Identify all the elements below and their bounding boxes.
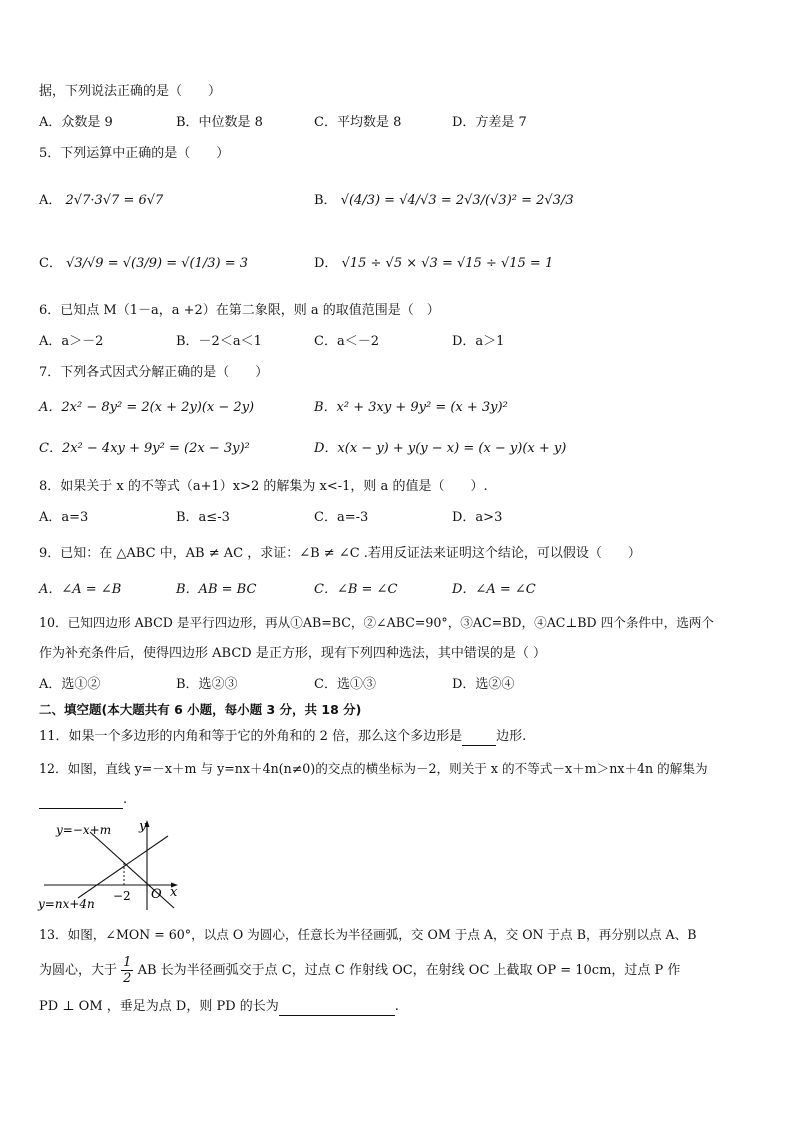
q5-option-a (39, 192, 163, 210)
q5-option-c (39, 255, 248, 273)
q11 (39, 728, 526, 746)
q5-label-b: B． (314, 193, 337, 208)
q6-stem: 6．已知点 M（1－a，a +2）在第二象限，则 a 的取值范围是（ ） (39, 303, 440, 318)
label-y: y (139, 819, 147, 834)
q13-line2-before: 为圆心，大于 (39, 963, 118, 978)
q8-option-d: D．a>3 (452, 510, 503, 525)
q7-option-b: B．x² + 3xy + 9y² = (x + 3y)² (314, 400, 508, 415)
q11-text-before: 11．如果一个多边形的内角和等于它的外角和的 2 倍，那么这个多边形是 (39, 729, 463, 744)
q10-line1: 10．已知四边形 ABCD 是平行四边形，再从①AB=BC，②∠ABC=90°，③AC=BD，④AC⊥BD 四个条件中，选两个 (39, 615, 714, 630)
q5-expr-b: √(4/3) = √4/√3 = 2√3/(√3)² = 2√3/3 (340, 193, 574, 208)
label-line-1: y=−x+m (56, 823, 112, 837)
q13-line3-before: PD ⊥ OM ，垂足为点 D，则 PD 的长为 (39, 999, 279, 1014)
q7-option-d: D．x(x − y) + y(y − x) = (x − y)(x + y) (314, 441, 567, 456)
q11-text-after: 边形. (496, 729, 527, 744)
q8-option-a: A．a=3 (39, 510, 89, 525)
q10-option-c: C．选①③ (314, 677, 376, 692)
q5-label-d: D． (314, 256, 338, 271)
q13-answer-blank[interactable] (279, 1001, 395, 1016)
q4-stem-tail: 据，下列说法正确的是（ ） (39, 84, 222, 99)
q9-option-b: B．AB = BC (176, 582, 257, 597)
q4-option-d: D．方差是 7 (452, 115, 527, 130)
q10-line2: 作为补充条件后，使得四边形 ABCD 是正方形，现有下列四种选法，其中错误的是（ ） (39, 646, 546, 661)
q10-option-a: A．选①② (39, 677, 101, 692)
q9-option-d: D．∠A = ∠C (452, 582, 536, 597)
q5-label-c: C． (39, 256, 62, 271)
q5-expr-d: √15 ÷ √5 × √3 = √15 ÷ √15 = 1 (341, 256, 554, 271)
q13-line3 (39, 998, 399, 1016)
q12-answer-blank[interactable] (39, 794, 123, 809)
section-2-heading: 二、填空题(本大题共有 6 小题，每小题 3 分，共 18 分) (39, 702, 362, 717)
q9-option-c: C．∠B = ∠C (314, 582, 398, 597)
q5-label-a: A． (39, 193, 62, 208)
q13-frac-num: 1 (123, 955, 132, 970)
q4-option-a: A．众数是 9 (39, 115, 113, 130)
label-line-2: y=nx+4n (38, 897, 95, 911)
q13-line3-after: . (394, 999, 399, 1014)
label-x: x (170, 885, 178, 900)
q13-line1: 13．如图，∠MON = 60°，以点 O 为圆心，任意长为半径画弧，交 OM 于点 A，交 ON 于点 B，再分别以点 A、B (39, 927, 697, 942)
q6-option-d: D．a＞1 (452, 334, 505, 349)
q8-stem: 8．如果关于 x 的不等式（a+1）x>2 的解集为 x<-1，则 a 的值是（ ）. (39, 479, 488, 494)
label-origin: O (151, 887, 162, 902)
q8-option-b: B．a≤-3 (176, 510, 230, 525)
q5-stem: 5．下列运算中正确的是（ ） (39, 146, 230, 161)
q13-line2-after: AB 长为半径画弧交于点 C，过点 C 作射线 OC，在射线 OC 上截取 OP = 10cm，过点 P 作 (137, 963, 681, 978)
q12-line1: 12．如图，直线 y=－x＋m 与 y=nx＋4n(n≠0)的交点的横坐标为－2，则关于 x 的不等式－x＋m＞nx＋4n 的解集为 (39, 761, 708, 776)
q5-expr-c: √3/√9 = √(3/9) = √(1/3) = 3 (66, 256, 249, 271)
q6-option-b: B．－2＜a＜1 (176, 334, 262, 349)
q9-option-a: A．∠A = ∠B (39, 582, 122, 597)
q13-frac-den: 2 (123, 971, 132, 986)
q7-option-a: A．2x² − 8y² = 2(x + 2y)(x − 2y) (39, 400, 255, 415)
q8-option-c: C．a=-3 (314, 510, 369, 525)
q5-option-b (314, 192, 574, 210)
q5-expr-a: 2√7·3√7 = 6√7 (65, 193, 164, 208)
q4-option-b: B．中位数是 8 (176, 115, 263, 130)
label-minus-2: −2 (113, 889, 131, 903)
q9-stem: 9．已知：在 △ABC 中，AB ≠ AC ，求证：∠B ≠ ∠C .若用反证法来证明这个结论，可以假设（ ） (39, 546, 641, 561)
q12-line2-tail: . (123, 792, 128, 807)
q10-option-b: B．选②③ (176, 677, 238, 692)
q4-option-c: C．平均数是 8 (314, 115, 402, 130)
q12-line2 (39, 791, 127, 809)
q6-option-c: C．a＜－2 (314, 334, 379, 349)
q6-option-a: A．a＞－2 (39, 334, 104, 349)
q10-option-d: D．选②④ (452, 677, 515, 692)
q13-line2 (39, 955, 680, 986)
q7-option-c: C．2x² − 4xy + 9y² = (2x − 3y)² (39, 441, 250, 456)
q5-option-d (314, 255, 553, 273)
q12-figure (36, 814, 186, 914)
q7-stem: 7．下列各式因式分解正确的是（ ） (39, 365, 269, 380)
q11-answer-blank[interactable] (462, 731, 496, 746)
q13-fraction (121, 955, 133, 986)
